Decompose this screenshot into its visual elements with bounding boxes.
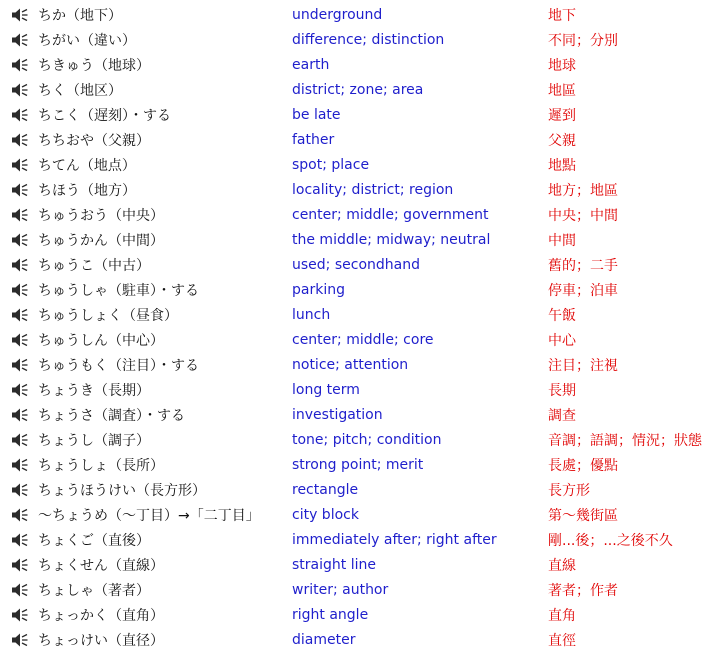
japanese-term: ちょしゃ（著者） — [38, 582, 150, 599]
english-meaning: diameter — [292, 631, 356, 648]
speaker-volume-icon[interactable] — [11, 357, 29, 373]
speaker-volume-icon[interactable] — [11, 82, 29, 98]
chinese-meaning: 調查 — [548, 407, 576, 424]
english-meaning: writer; author — [292, 581, 389, 598]
vocab-row — [0, 302, 720, 327]
japanese-term: ちょうさ（調査）・する — [38, 407, 185, 424]
speaker-volume-icon[interactable] — [11, 132, 29, 148]
english-meaning: strong point; merit — [292, 456, 424, 473]
japanese-term: ちてん（地点） — [38, 157, 136, 174]
chinese-meaning: 剛...後；...之後不久 — [548, 532, 673, 549]
english-meaning: used; secondhand — [292, 256, 420, 273]
english-meaning: the middle; midway; neutral — [292, 231, 491, 248]
vocab-row — [0, 127, 720, 152]
english-meaning: earth — [292, 56, 330, 73]
speaker-volume-icon[interactable] — [11, 157, 29, 173]
japanese-term: ちょうしょ（長所） — [38, 457, 164, 474]
english-meaning: tone; pitch; condition — [292, 431, 442, 448]
english-meaning: rectangle — [292, 481, 359, 498]
english-meaning: father — [292, 131, 335, 148]
english-meaning: straight line — [292, 556, 376, 573]
japanese-term: ちく（地区） — [38, 82, 122, 99]
japanese-term: ちちおや（父親） — [38, 132, 150, 149]
japanese-term: ちか（地下） — [38, 7, 122, 24]
vocab-row — [0, 402, 720, 427]
speaker-volume-icon[interactable] — [11, 632, 29, 648]
english-meaning: difference; distinction — [292, 31, 445, 48]
vocab-row — [0, 452, 720, 477]
vocab-row — [0, 152, 720, 177]
vocab-row — [0, 77, 720, 102]
speaker-volume-icon[interactable] — [11, 107, 29, 123]
english-meaning: investigation — [292, 406, 383, 423]
chinese-meaning: 長期 — [548, 382, 576, 399]
speaker-volume-icon[interactable] — [11, 382, 29, 398]
speaker-volume-icon[interactable] — [11, 407, 29, 423]
english-meaning: long term — [292, 381, 360, 398]
chinese-meaning: 直線 — [548, 557, 576, 574]
vocab-row — [0, 202, 720, 227]
chinese-meaning: 著者；作者 — [548, 582, 618, 599]
speaker-volume-icon[interactable] — [11, 332, 29, 348]
japanese-term: ちゅうもく（注目）・する — [38, 357, 199, 374]
chinese-meaning: 不同；分別 — [548, 32, 618, 49]
vocab-row — [0, 552, 720, 577]
japanese-term: ちょうき（長期） — [38, 382, 150, 399]
chinese-meaning: 地方；地區 — [548, 182, 618, 199]
vocab-row — [0, 252, 720, 277]
vocab-row — [0, 52, 720, 77]
english-meaning: city block — [292, 506, 359, 523]
vocab-row — [0, 602, 720, 627]
english-meaning: parking — [292, 281, 345, 298]
english-meaning: right angle — [292, 606, 369, 623]
vocab-row — [0, 227, 720, 252]
chinese-meaning: 地區 — [548, 82, 576, 99]
speaker-volume-icon[interactable] — [11, 582, 29, 598]
japanese-term: ちゅうしん（中心） — [38, 332, 164, 349]
japanese-term: ちゅうしょく（昼食） — [38, 307, 178, 324]
vocab-row — [0, 102, 720, 127]
chinese-meaning: 第～幾街區 — [548, 507, 618, 524]
japanese-term: ～ちょうめ（～丁目）→「二丁目」 — [38, 507, 260, 524]
japanese-term: ちがい（違い） — [38, 32, 136, 49]
japanese-term: ちゅうかん（中間） — [38, 232, 164, 249]
vocab-row — [0, 377, 720, 402]
speaker-volume-icon[interactable] — [11, 257, 29, 273]
vocab-row — [0, 2, 720, 27]
japanese-term: ちきゅう（地球） — [38, 57, 150, 74]
chinese-meaning: 地點 — [548, 157, 576, 174]
speaker-volume-icon[interactable] — [11, 232, 29, 248]
speaker-volume-icon[interactable] — [11, 607, 29, 623]
vocab-row — [0, 27, 720, 52]
vocab-row — [0, 527, 720, 552]
vocab-row — [0, 427, 720, 452]
english-meaning: center; middle; core — [292, 331, 434, 348]
japanese-term: ちょうほうけい（長方形） — [38, 482, 206, 499]
english-meaning: lunch — [292, 306, 331, 323]
chinese-meaning: 父親 — [548, 132, 576, 149]
chinese-meaning: 中心 — [548, 332, 576, 349]
vocab-row — [0, 577, 720, 602]
speaker-volume-icon[interactable] — [11, 457, 29, 473]
chinese-meaning: 午飯 — [548, 307, 576, 324]
speaker-volume-icon[interactable] — [11, 32, 29, 48]
english-meaning: be late — [292, 106, 341, 123]
english-meaning: notice; attention — [292, 356, 409, 373]
japanese-term: ちょくせん（直線） — [38, 557, 164, 574]
speaker-volume-icon[interactable] — [11, 557, 29, 573]
speaker-volume-icon[interactable] — [11, 307, 29, 323]
chinese-meaning: 中央；中間 — [548, 207, 618, 224]
chinese-meaning: 遲到 — [548, 107, 576, 124]
english-meaning: immediately after; right after — [292, 531, 497, 548]
english-meaning: district; zone; area — [292, 81, 424, 98]
vocab-row — [0, 502, 720, 527]
speaker-volume-icon[interactable] — [11, 432, 29, 448]
vocab-row — [0, 277, 720, 302]
english-meaning: center; middle; government — [292, 206, 489, 223]
speaker-volume-icon[interactable] — [11, 282, 29, 298]
chinese-meaning: 直角 — [548, 607, 576, 624]
vocab-row — [0, 177, 720, 202]
speaker-volume-icon[interactable] — [11, 182, 29, 198]
chinese-meaning: 注目；注視 — [548, 357, 618, 374]
japanese-term: ちょっかく（直角） — [38, 607, 164, 624]
japanese-term: ちゅうしゃ（駐車）・する — [38, 282, 199, 299]
english-meaning: underground — [292, 6, 383, 23]
chinese-meaning: 長方形 — [548, 482, 590, 499]
speaker-volume-icon[interactable] — [11, 532, 29, 548]
speaker-volume-icon[interactable] — [11, 207, 29, 223]
speaker-volume-icon[interactable] — [11, 482, 29, 498]
japanese-term: ちょくご（直後） — [38, 532, 150, 549]
speaker-volume-icon[interactable] — [11, 57, 29, 73]
chinese-meaning: 音調；語調；情況；狀態 — [548, 432, 702, 449]
japanese-term: ちこく（遅刻）・する — [38, 107, 171, 124]
chinese-meaning: 停車；泊車 — [548, 282, 618, 299]
chinese-meaning: 直徑 — [548, 632, 576, 649]
japanese-term: ちほう（地方） — [38, 182, 136, 199]
japanese-term: ちょうし（調子） — [38, 432, 150, 449]
chinese-meaning: 地球 — [548, 57, 576, 74]
vocab-row — [0, 327, 720, 352]
vocab-row — [0, 352, 720, 377]
chinese-meaning: 長處；優點 — [548, 457, 618, 474]
japanese-term: ちゅうおう（中央） — [38, 207, 164, 224]
chinese-meaning: 中間 — [548, 232, 576, 249]
chinese-meaning: 舊的；二手 — [548, 257, 618, 274]
speaker-volume-icon[interactable] — [11, 507, 29, 523]
english-meaning: spot; place — [292, 156, 370, 173]
japanese-term: ちゅうこ（中古） — [38, 257, 150, 274]
vocab-row — [0, 627, 720, 652]
vocabulary-list — [0, 2, 720, 652]
vocab-row — [0, 477, 720, 502]
japanese-term: ちょっけい（直径） — [38, 632, 164, 649]
chinese-meaning: 地下 — [548, 7, 576, 24]
speaker-volume-icon[interactable] — [11, 7, 29, 23]
english-meaning: locality; district; region — [292, 181, 454, 198]
